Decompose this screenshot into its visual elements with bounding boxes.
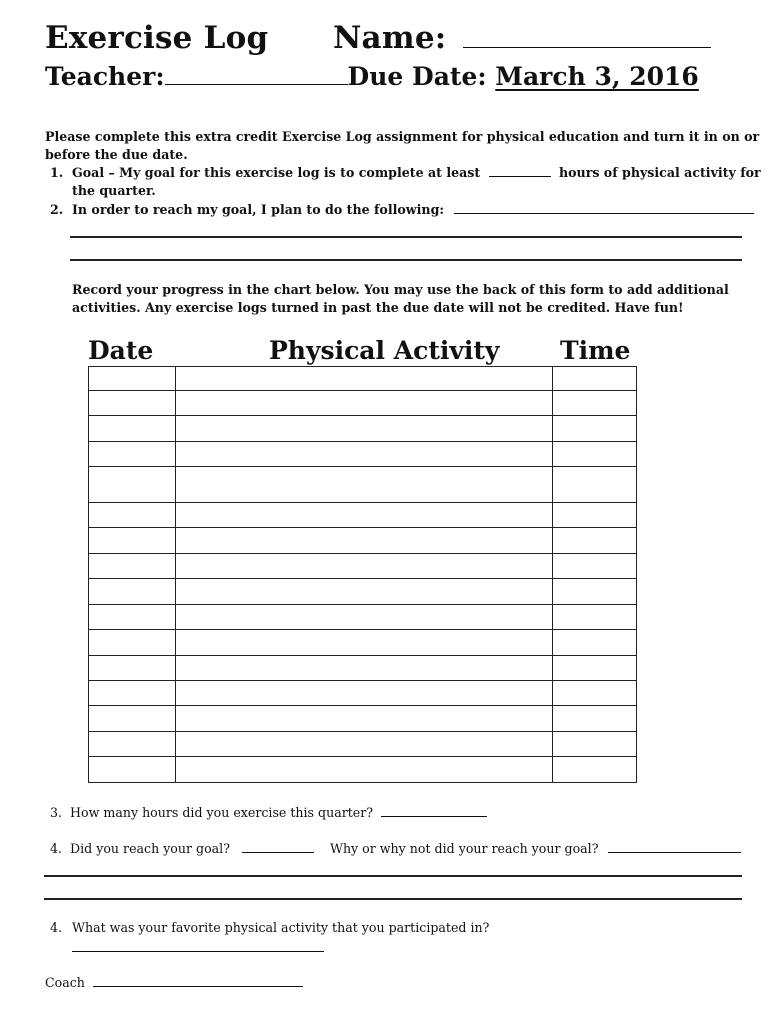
q3-number: 3. xyxy=(50,805,63,820)
question-4 xyxy=(50,840,741,858)
time-cell[interactable] xyxy=(553,732,637,757)
activity-cell[interactable] xyxy=(176,391,553,416)
table-row xyxy=(89,554,637,579)
time-cell[interactable] xyxy=(553,442,637,467)
date-cell[interactable] xyxy=(89,442,176,467)
record-line-2: activities. Any exercise logs turned in past the due date will not be credited. Have fun! xyxy=(72,300,684,315)
q5-number: 4. xyxy=(50,920,63,935)
time-cell[interactable] xyxy=(553,391,637,416)
table-row xyxy=(89,656,637,681)
table-row xyxy=(89,757,637,783)
time-cell[interactable] xyxy=(553,416,637,442)
teacher-blank[interactable] xyxy=(165,83,348,85)
activity-cell[interactable] xyxy=(176,605,553,630)
time-cell[interactable] xyxy=(553,630,637,656)
plan-line-1[interactable] xyxy=(70,236,742,238)
item-2-number: 2. xyxy=(50,202,64,217)
goal-text-c: the quarter. xyxy=(72,183,156,198)
date-cell[interactable] xyxy=(89,605,176,630)
activity-cell[interactable] xyxy=(176,467,553,503)
table-row xyxy=(89,416,637,442)
question-3 xyxy=(50,804,487,822)
table-row xyxy=(89,579,637,605)
time-cell[interactable] xyxy=(553,757,637,783)
activity-cell[interactable] xyxy=(176,757,553,783)
table-row xyxy=(89,442,637,467)
date-cell[interactable] xyxy=(89,757,176,783)
time-cell[interactable] xyxy=(553,367,637,391)
date-cell[interactable] xyxy=(89,579,176,605)
name-field-group xyxy=(333,20,711,56)
q3-answer-blank[interactable] xyxy=(381,815,487,817)
date-cell[interactable] xyxy=(89,732,176,757)
activity-cell[interactable] xyxy=(176,681,553,706)
q4-text-b: Why or why not did your reach your goal? xyxy=(330,841,599,856)
date-cell[interactable] xyxy=(89,467,176,503)
table-row xyxy=(89,630,637,656)
table-row xyxy=(89,503,637,528)
time-cell[interactable] xyxy=(553,681,637,706)
q3-text: How many hours did you exercise this quarter? xyxy=(70,805,374,820)
table-row xyxy=(89,391,637,416)
goal-text-b: hours of physical activity for xyxy=(558,165,761,180)
activity-cell[interactable] xyxy=(176,367,553,391)
exercise-log-table xyxy=(88,366,637,783)
question-5 xyxy=(50,919,489,937)
table-row xyxy=(89,528,637,554)
time-cell[interactable] xyxy=(553,503,637,528)
table-row xyxy=(89,706,637,732)
time-cell[interactable] xyxy=(553,579,637,605)
plan-line-2[interactable] xyxy=(70,259,742,261)
activity-cell[interactable] xyxy=(176,732,553,757)
activity-cell[interactable] xyxy=(176,554,553,579)
q4-line-1[interactable] xyxy=(44,875,742,877)
intro-line-1: Please complete this extra credit Exercise Log assignment for physical education and turn it in on or xyxy=(45,129,760,144)
table-row xyxy=(89,367,637,391)
name-label: Name: xyxy=(333,20,447,56)
q5-answer-line[interactable] xyxy=(72,951,324,952)
due-date-label: Due Date: xyxy=(347,62,487,91)
time-cell[interactable] xyxy=(553,554,637,579)
time-cell[interactable] xyxy=(553,706,637,732)
q4-answer-blank[interactable] xyxy=(242,851,314,853)
coach-field xyxy=(45,974,303,992)
plan-blank[interactable] xyxy=(454,212,754,214)
activity-cell[interactable] xyxy=(176,706,553,732)
goal-text-a: Goal – My goal for this exercise log is to complete at least xyxy=(72,165,481,180)
date-cell[interactable] xyxy=(89,706,176,732)
teacher-label: Teacher: xyxy=(45,62,165,91)
date-cell[interactable] xyxy=(89,367,176,391)
activity-cell[interactable] xyxy=(176,630,553,656)
q4-number: 4. xyxy=(50,841,63,856)
q4-line-2[interactable] xyxy=(44,898,742,900)
goal-item xyxy=(72,164,761,182)
date-cell[interactable] xyxy=(89,416,176,442)
date-cell[interactable] xyxy=(89,554,176,579)
date-cell[interactable] xyxy=(89,528,176,554)
date-cell[interactable] xyxy=(89,503,176,528)
goal-hours-blank[interactable] xyxy=(489,175,551,177)
activity-cell[interactable] xyxy=(176,656,553,681)
intro-line-2: before the due date. xyxy=(45,147,188,162)
q4-text-a: Did you reach your goal? xyxy=(70,841,230,856)
record-line-1: Record your progress in the chart below. You may use the back of this form to add additional xyxy=(72,282,729,297)
table-row xyxy=(89,681,637,706)
table-row xyxy=(89,467,637,503)
teacher-field-group xyxy=(45,62,699,91)
col-header-activity: Physical Activity xyxy=(269,336,500,365)
col-header-date: Date xyxy=(88,336,154,365)
date-cell[interactable] xyxy=(89,630,176,656)
date-cell[interactable] xyxy=(89,391,176,416)
activity-cell[interactable] xyxy=(176,528,553,554)
activity-cell[interactable] xyxy=(176,416,553,442)
time-cell[interactable] xyxy=(553,656,637,681)
table-row xyxy=(89,732,637,757)
time-cell[interactable] xyxy=(553,528,637,554)
time-cell[interactable] xyxy=(553,467,637,503)
name-blank[interactable] xyxy=(463,46,711,48)
due-date-value: March 3, 2016 xyxy=(495,62,699,91)
q4-why-blank[interactable] xyxy=(608,851,741,853)
plan-item xyxy=(72,201,754,219)
page-title: Exercise Log xyxy=(45,20,269,56)
q5-text: What was your favorite physical activity that you participated in? xyxy=(72,920,490,935)
col-header-time: Time xyxy=(560,336,631,365)
coach-label: Coach xyxy=(45,975,85,990)
date-cell[interactable] xyxy=(89,656,176,681)
coach-signature-blank[interactable] xyxy=(93,985,303,987)
table-row xyxy=(89,605,637,630)
item-1-number: 1. xyxy=(50,165,64,180)
time-cell[interactable] xyxy=(553,605,637,630)
activity-cell[interactable] xyxy=(176,442,553,467)
date-cell[interactable] xyxy=(89,681,176,706)
plan-text: In order to reach my goal, I plan to do the following: xyxy=(72,202,445,217)
activity-cell[interactable] xyxy=(176,579,553,605)
activity-cell[interactable] xyxy=(176,503,553,528)
